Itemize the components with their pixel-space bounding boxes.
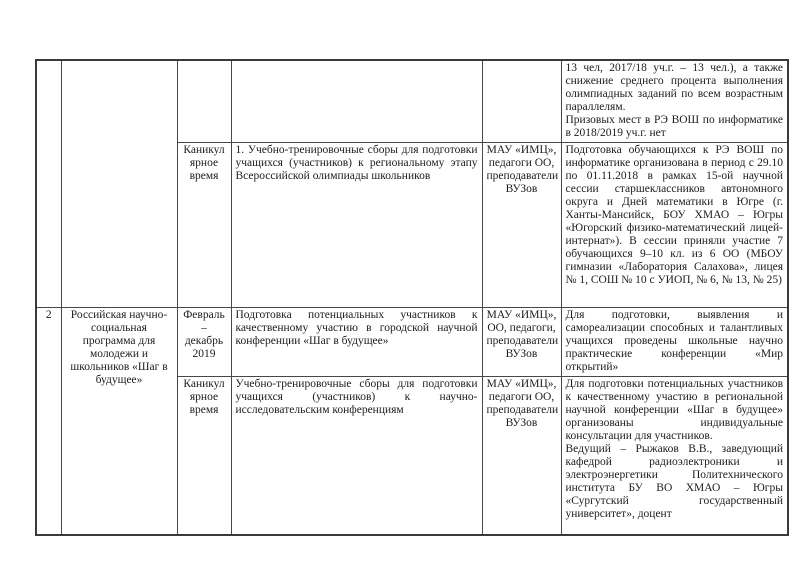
cell-entry2-vacation-activity: Учебно-тренировочные сборы для подготовки учащихся (участников) к научно-исследовательским конференциям xyxy=(231,377,482,535)
cell-entry2-febdec-period: Февраль – декабрь 2019 xyxy=(177,308,231,377)
cell-entry2-number: 2 xyxy=(36,308,61,535)
cell-entry1-period-empty xyxy=(177,60,231,143)
cell-entry2-program: Российская научно-социальная программа для молодежи и школьников «Шаг в будущее» xyxy=(61,308,177,535)
cell-entry1-vacation-participants: МАУ «ИМЦ», педагоги ОО, преподаватели ВУЗов xyxy=(482,143,561,308)
cell-entry2-vacation-period: Каникулярное время xyxy=(177,377,231,535)
cell-entry1-number-empty xyxy=(36,60,61,308)
result-paragraph: Призовых мест в РЭ ВОШ по информатике в 2018/2019 уч.г. нет xyxy=(565,114,783,139)
cell-entry1-participants-empty xyxy=(482,60,561,143)
cell-entry1-vacation-period: Каникулярное время xyxy=(177,143,231,308)
cell-entry2-febdec-activity: Подготовка потенциальных участников к качественному участию в городской научной конференции «Шаг в будущее» xyxy=(231,308,482,377)
cell-entry2-vacation-participants: МАУ «ИМЦ», педагоги ОО, преподаватели ВУЗов xyxy=(482,377,561,535)
report-table xyxy=(35,59,789,536)
cell-entry1-vacation-activity: 1. Учебно-тренировочные сборы для подготовки учащихся (участников) к региональному этапу Всероссийской олимпиады школьников xyxy=(231,143,482,308)
cell-entry2-vacation-result xyxy=(561,377,788,535)
row-entry2-febdec xyxy=(36,308,788,377)
cell-entry2-febdec-result: Для подготовки, выявления и самореализации способных и талантливых учащихся проведены школьные научно практические конференции «Мир открытий» xyxy=(561,308,788,377)
cell-entry1-activity-empty xyxy=(231,60,482,143)
cell-entry1-result-continued xyxy=(561,60,788,143)
result-paragraph: Ведущий – Рыжаков В.В., заведующий кафедрой радиоэлектроники и электроэнергетики Политехнического института БУ ВО ХМАО – Югры «Сургутский государственный университет», доцент xyxy=(565,443,783,520)
cell-entry1-program-empty xyxy=(61,60,177,308)
result-paragraph: Для подготовки потенциальных участников к качественному участию в региональной научной конференции «Шаг в будущее» организованы индивидуальные консультации для участников. xyxy=(565,378,783,442)
cell-entry1-vacation-result: Подготовка обучающихся к РЭ ВОШ по информатике организована в период с 29.10 по 01.11.2018 в рамках 15-ой научной сессии старшеклассников автономного округа и Дней математики в Югре (г. Ханты-Мансийск, БОУ ХМАО – Югры «Югорский физико-математический лицей-интернат»). В сессии приняли участие 7 обучающихся 9–10 кл. из 6 ОО (МБОУ гимназии «Лаборатория Салахова», лицея № 1, СОШ № 10 с УИОП, № 6, № 13, № 25) xyxy=(561,143,788,308)
result-paragraph: 13 чел, 2017/18 уч.г. – 13 чел.), а также снижение среднего процента выполнения олимпиадных заданий по всем возрастным параллелям. xyxy=(565,62,783,113)
row-entry1-continued xyxy=(36,60,788,143)
cell-entry2-febdec-participants: МАУ «ИМЦ», ОО, педагоги, преподаватели ВУЗов xyxy=(482,308,561,377)
